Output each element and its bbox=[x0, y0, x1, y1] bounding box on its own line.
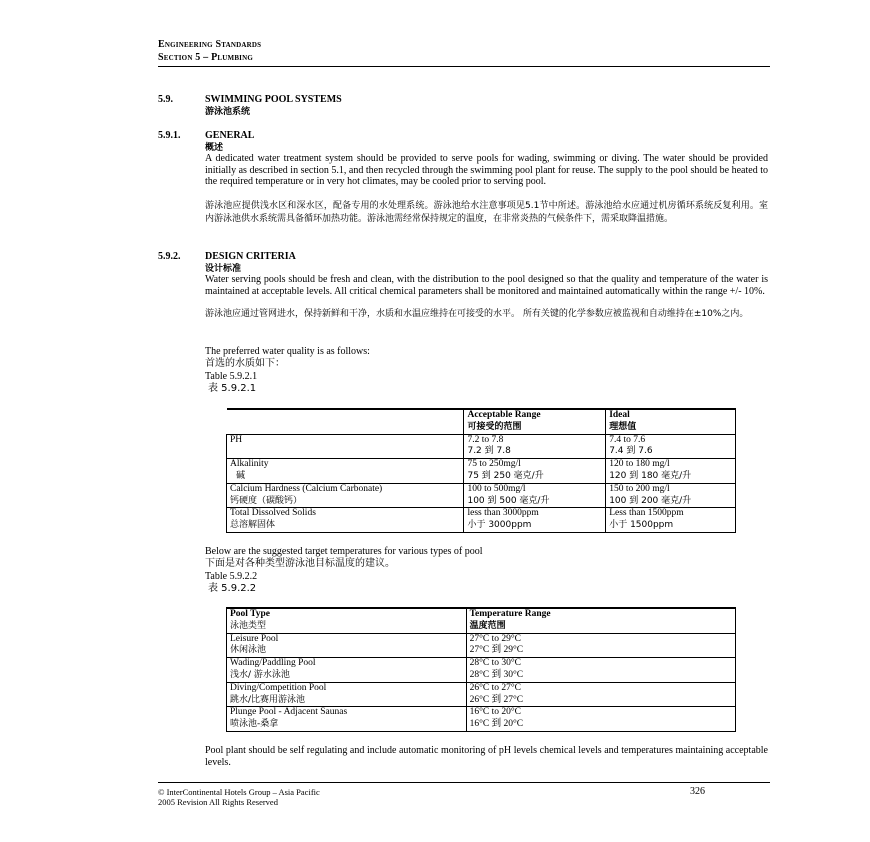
page-number: 326 bbox=[690, 786, 705, 797]
acceptable-cell: 75 to 250mg/l 75 到 250 毫克/升 bbox=[464, 459, 606, 484]
column-header: Ideal 理想值 bbox=[606, 409, 736, 434]
parameter-cell: Calcium Hardness (Calcium Carbonate) 钙硬度（碳酸钙） bbox=[227, 483, 464, 508]
pool-type-cell: Plunge Pool - Adjacent Saunas 喷泳池-桑拿 bbox=[227, 707, 467, 732]
subsection-title: DESIGN CRITERIA 设计标准 bbox=[205, 251, 296, 274]
subsection-title: GENERAL 概述 bbox=[205, 130, 255, 153]
section-title: SWIMMING POOL SYSTEMS 游泳池系统 bbox=[205, 94, 342, 117]
parameter-cell: Total Dissolved Solids 总溶解固体 bbox=[227, 508, 464, 533]
acceptable-cell: 7.2 to 7.8 7.2 到 7.8 bbox=[464, 434, 606, 459]
temperature-cell: 28°C to 30°C 28°C 到 30°C bbox=[466, 658, 735, 683]
header-title: Engineering Standards bbox=[158, 39, 262, 50]
general-paragraph: A dedicated water treatment system should be provided to serve pools for wading, swimming or diving. The water should be provided initially as described in section 5.1, and then recycled through the swimming pool plant for reuse. The supply to the pool should be heated to the required temperature or in very hot climates, may be cooled prior to serving pool. bbox=[205, 153, 768, 188]
table-label-cn: 表 5.9.2.1 bbox=[208, 383, 257, 394]
column-header: Pool Type 泳池类型 bbox=[227, 608, 467, 633]
pool-type-cell: Diving/Competition Pool 跳水/比赛用游泳池 bbox=[227, 682, 467, 707]
pool-type-cell: Leisure Pool 休闲泳池 bbox=[227, 633, 467, 658]
column-header: Temperature Range 温度范围 bbox=[466, 608, 735, 633]
footer-rule bbox=[158, 782, 770, 783]
document-header bbox=[158, 38, 261, 64]
temperature-cell: 16°C to 20°C 16°C 到 20°C bbox=[466, 707, 735, 732]
table-row bbox=[227, 434, 736, 459]
section-number: 5.9. bbox=[158, 94, 173, 105]
table-label-cn: 表 5.9.2.2 bbox=[208, 583, 257, 594]
ideal-cell: 7.4 to 7.6 7.4 到 7.6 bbox=[606, 434, 736, 459]
temperature-intro: Below are the suggested target temperatures for various types of pool bbox=[205, 546, 483, 557]
parameter-cell: PH bbox=[227, 434, 464, 459]
table-row bbox=[227, 483, 736, 508]
water-quality-table bbox=[226, 408, 736, 533]
preferred-intro: The preferred water quality is as follows: bbox=[205, 346, 370, 357]
acceptable-cell: 100 to 500mg/l 100 到 500 毫克/升 bbox=[464, 483, 606, 508]
table-row bbox=[227, 682, 736, 707]
subsection-number: 5.9.2. bbox=[158, 251, 181, 262]
ideal-cell: Less than 1500ppm 小于 1500ppm bbox=[606, 508, 736, 533]
acceptable-cell: less than 3000ppm 小于 3000ppm bbox=[464, 508, 606, 533]
table-row bbox=[227, 508, 736, 533]
footer-copyright: © InterContinental Hotels Group – Asia Pacific 2005 Revision All Rights Reserved bbox=[158, 787, 320, 807]
general-paragraph-cn: 游泳池应提供浅水区和深水区，配备专用的水处理系统。游泳池给水注意事项见5.1节中所述。游泳池给水应通过机房循环系统反复利用。室内游泳池供水系统需具备循环加热功能。游泳池需经常保持规定的温度，在非常炎热的气候条件下，需采取降温措施。 bbox=[205, 201, 768, 224]
table-row bbox=[227, 658, 736, 683]
header-section: Section 5 – Plumbing bbox=[158, 52, 254, 63]
temperature-intro-cn: 下面是对各种类型游泳池目标温度的建议。 bbox=[205, 558, 395, 569]
preferred-intro-cn: 首选的水质如下： bbox=[205, 358, 285, 369]
table-row bbox=[227, 459, 736, 484]
table-row bbox=[227, 707, 736, 732]
table-header-row bbox=[227, 608, 736, 633]
pool-temperature-table bbox=[226, 607, 736, 732]
header-rule bbox=[158, 66, 770, 67]
table-header-row bbox=[227, 409, 736, 434]
table-label: Table 5.9.2.1 bbox=[205, 371, 258, 382]
table-label: Table 5.9.2.2 bbox=[205, 571, 258, 582]
ideal-cell: 150 to 200 mg/l 100 到 200 毫克/升 bbox=[606, 483, 736, 508]
design-paragraph: Water serving pools should be fresh and clean, with the distribution to the pool designed so that the quality and temperature of the water is maintained at acceptable levels. All critical chemical parameters shall be monitored and maintained automatically within the range +/- 10%. bbox=[205, 274, 768, 297]
ideal-cell: 120 to 180 mg/l 120 到 180 毫克/升 bbox=[606, 459, 736, 484]
temperature-cell: 26°C to 27°C 26°C 到 27°C bbox=[466, 682, 735, 707]
subsection-number: 5.9.1. bbox=[158, 130, 181, 141]
table-row bbox=[227, 633, 736, 658]
design-paragraph-cn: 游泳池应通过管网进水，保持新鲜和干净，水质和水温应维持在可接受的水平。 所有关键的化学参数应被监视和自动维持在±10%之内。 bbox=[205, 309, 749, 319]
parameter-cell: Alkalinity 碱 bbox=[227, 459, 464, 484]
closing-paragraph: Pool plant should be self regulating and include automatic monitoring of pH levels chemical levels and temperatures maintaining acceptable levels. bbox=[205, 745, 768, 768]
temperature-cell: 27°C to 29°C 27°C 到 29°C bbox=[466, 633, 735, 658]
pool-type-cell: Wading/Paddling Pool 浅水/ 游水泳池 bbox=[227, 658, 467, 683]
column-header: Acceptable Range 可接受的范围 bbox=[464, 409, 606, 434]
